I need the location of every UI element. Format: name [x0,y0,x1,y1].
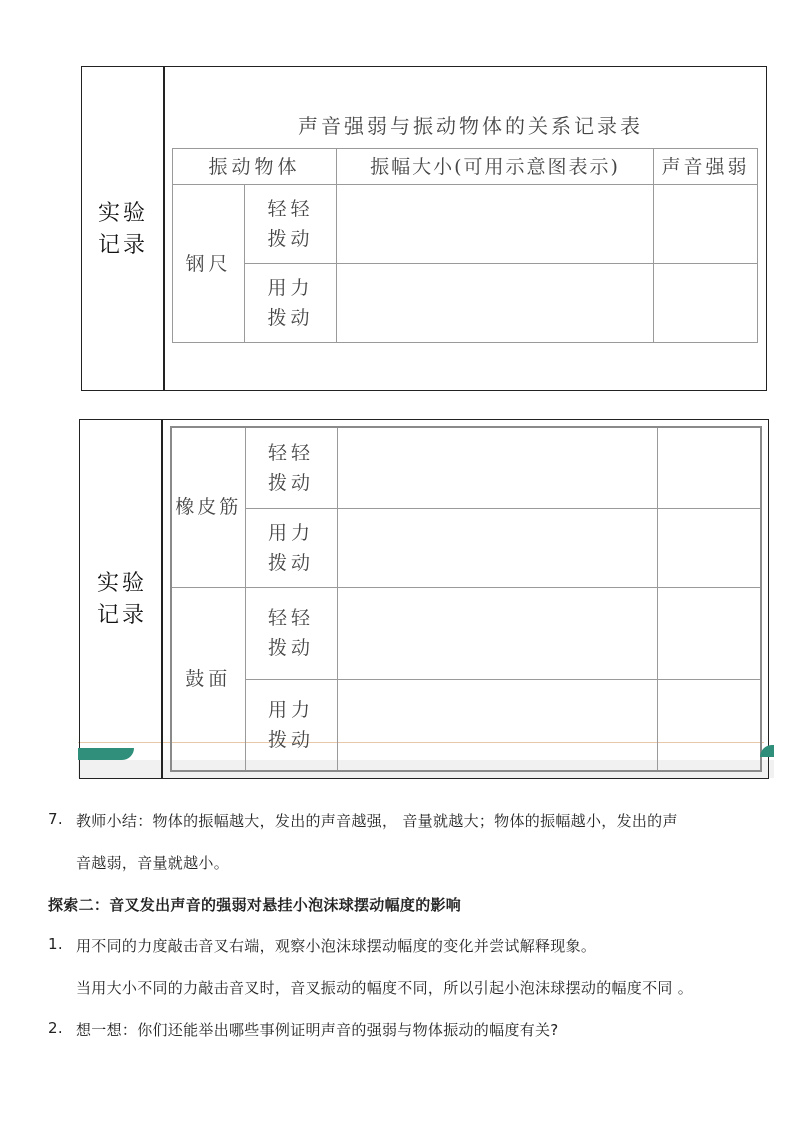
loudness-cell [657,679,761,771]
row-label-text: 轻轻拨动 [267,198,314,250]
row-label [245,587,337,679]
section-2-title: 探索二：音叉发出声音的强弱对悬挂小泡沫球摆动幅度的影响 [48,896,462,914]
row-label-text: 轻轻拨动 [267,441,314,494]
row-label [245,185,337,264]
header-object: 振动物体 [173,149,337,185]
amplitude-cell [337,427,657,508]
loudness-cell [654,264,758,343]
row-label [245,679,337,771]
item-7-line-2: 音越弱，音量就越小。 [76,854,230,872]
row-label [245,508,337,587]
amplitude-cell [337,508,657,587]
row-label-text: 用力拨动 [267,698,314,751]
row-label-text: 用力拨动 [267,277,314,329]
side-label-text: 实验记录 [96,571,147,628]
item-1-number: 1. [48,935,63,953]
item-1-line-2: 当用大小不同的力敲击音叉时，音叉振动的幅度不同，所以引起小泡沫球摆动的幅度不同 。 [76,979,694,997]
record-box-2-divider [161,419,163,779]
record-box-2-side-label [92,568,152,632]
loudness-cell [657,508,761,587]
record-box-1-side-label [93,198,153,262]
header-loudness: 声音强弱 [654,149,758,185]
amplitude-cell [337,264,654,343]
amplitude-cell [337,587,657,679]
loudness-cell [657,427,761,508]
row-label-text: 轻轻拨动 [267,607,314,659]
row-label [245,264,337,343]
loudness-cell [657,587,761,679]
record-table-1 [172,148,758,343]
item-1-line-1: 用不同的力度敲击音叉右端，观察小泡沫球摆动幅度的变化并尝试解释现象。 [76,937,597,955]
item-7-number: 7. [48,810,63,828]
decor-shape-left [78,748,134,760]
item-2-line-1: 想一想：你们还能举出哪些事例证明声音的强弱与物体振动的幅度有关? [76,1021,559,1039]
table-title: 声音强弱与振动物体的关系记录表 [298,114,643,138]
row-label-text: 用力拨动 [267,521,314,574]
side-label-text: 实验记录 [97,201,148,258]
record-box-1-divider [163,66,165,391]
loudness-cell [654,185,758,264]
object-cell: 鼓面 [171,587,245,771]
item-2-number: 2. [48,1019,63,1037]
row-label [245,427,337,508]
header-amplitude: 振幅大小(可用示意图表示) [337,149,654,185]
item-7-line-1: 教师小结：物体的振幅越大，发出的声音越强， 音量就越大；物体的振幅越小，发出的声 [76,812,678,830]
amplitude-cell [337,185,654,264]
record-table-2 [170,426,762,772]
object-cell: 钢尺 [173,185,245,343]
object-cell: 橡皮筋 [171,427,245,587]
amplitude-cell [337,679,657,771]
